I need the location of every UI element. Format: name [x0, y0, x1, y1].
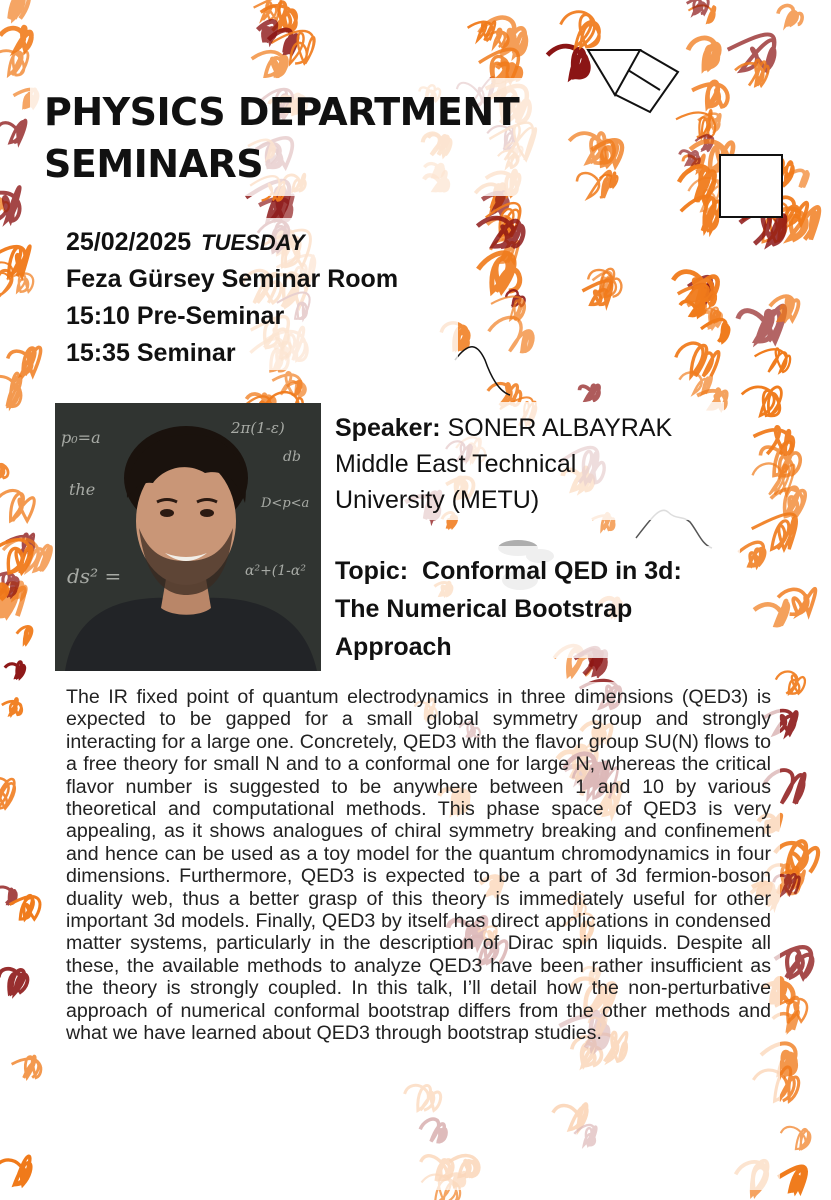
speaker-portrait-photo [55, 403, 321, 671]
title-line-1: PHYSICS DEPARTMENT [44, 90, 520, 134]
scribble-loop [738, 306, 785, 341]
scribble-loop [0, 490, 34, 520]
scribble-loop [0, 262, 13, 295]
abstract-text: The IR fixed point of quantum electrodynamics in three dimensions (QED3) is expected to be gapped for a small global symmetry group and strongly interacting for a large one. Concretely, QED3 with the flavor group SU(N) flows to a free theory for small N and to a conformal one for large N, whereas the critical flavor number is suggested to be anywhere between 1 and 10 by various theoretical and computational methods. This phase space of QED3 is very appealing, as it shows analogues of chiral symmetry breaking and confinement and hence can be used as a toy model for the quantum chromodynamics in four dimensions. Furthermore, QED3 is expected to be a part of 3d fermion-boson duality web, thus a better grasp of this theory is immediately useful for other important 3d models. Finally, QED3 by itself has direct applications in condensed matter systems, particularly in the description of Dirac spin liquids. Despite all these, the available methods to analyze QED3 have been rather insufficient as the theory is strongly coupled. In this talk, I’ll detail how the non-perturbative approach of numerical conformal bootstrap differs from the other methods and what we have learned about QED3 through bootstrap studies. [66, 686, 771, 1045]
topic-label: Topic: [335, 557, 409, 585]
scribble-loop [0, 187, 20, 221]
scribble-loop [742, 387, 782, 416]
scribble-loop [688, 38, 719, 68]
scribble-loop [687, 0, 708, 14]
scribble-loop [781, 1127, 811, 1149]
scribble-loop [8, 347, 41, 375]
scribble-loop [561, 12, 600, 47]
speaker-affiliation-line-2: University (METU) [335, 486, 540, 514]
speaker-line [335, 410, 672, 446]
page-title [44, 86, 519, 190]
chalk-formula: D<p<a [261, 496, 310, 511]
scribble-loop [478, 253, 520, 291]
scribble-loop [0, 969, 27, 993]
scribble-loop [681, 196, 720, 230]
scribble-loop [0, 585, 7, 598]
scribble-loop [0, 373, 21, 406]
topic-line-2: The Numerical Bootstrap [335, 595, 633, 623]
chalk-formula: the [69, 480, 96, 499]
scribble-loop [12, 1056, 41, 1078]
seminar-time: 15:35 Seminar [66, 339, 236, 367]
scribble-loop [738, 542, 764, 566]
scribble-loop [0, 120, 26, 142]
scribble-loop [548, 46, 589, 77]
event-info [66, 224, 398, 372]
scribble-loop [778, 1167, 806, 1191]
scribble-loop [778, 6, 802, 25]
event-date: 25/02/2025 [66, 228, 192, 256]
scribble-loop [752, 514, 797, 549]
topic-line-3: Approach [335, 633, 452, 661]
scribble-loop [0, 464, 8, 478]
scribble-loop [776, 672, 805, 694]
scribble-loop [5, 662, 25, 678]
chalk-formula: ds² = [67, 564, 122, 588]
scribble-loop [0, 27, 31, 50]
date-line [66, 224, 398, 261]
scribble-loop [0, 778, 15, 808]
scribble-loop [0, 1156, 31, 1185]
pre-seminar-time: 15:10 Pre-Seminar [66, 302, 285, 330]
scribble-loop [754, 601, 788, 625]
title-line-2: SEMINARS [44, 142, 264, 186]
speaker-name: SONER ALBAYRAK [447, 414, 673, 442]
speaker-block [335, 410, 672, 518]
scribble-loop [580, 385, 600, 400]
topic-line-1 [335, 552, 682, 590]
speaker-affiliation-line-1: Middle East Technical [335, 450, 577, 478]
chalk-formula: p₀=a [61, 428, 101, 447]
chalk-formula: db [283, 449, 301, 465]
topic-title-part-1: Conformal QED in 3d: [422, 557, 682, 585]
scribble-loop [775, 947, 813, 977]
scribble-loop [252, 52, 287, 76]
scribble-loop [754, 427, 794, 454]
speaker-label: Speaker: [335, 414, 441, 442]
scribble-loop [755, 348, 791, 372]
scribble-loop [17, 626, 32, 643]
scribble-loop [2, 698, 22, 714]
scribble-loop [258, 21, 276, 40]
scribble-loop [0, 0, 29, 19]
scribble-loop [692, 82, 728, 107]
topic-block [335, 552, 682, 666]
scribble-loop [0, 51, 28, 75]
event-room: Feza Gürsey Seminar Room [66, 265, 399, 293]
scribble-loop [676, 343, 719, 376]
scribble-loop [0, 540, 32, 573]
chalk-formula: α²+(1-α² [245, 563, 306, 579]
chalk-formula: 2π(1-ε) [231, 419, 285, 437]
event-day: TUESDAY [201, 230, 305, 255]
scribble-loop [489, 317, 533, 351]
